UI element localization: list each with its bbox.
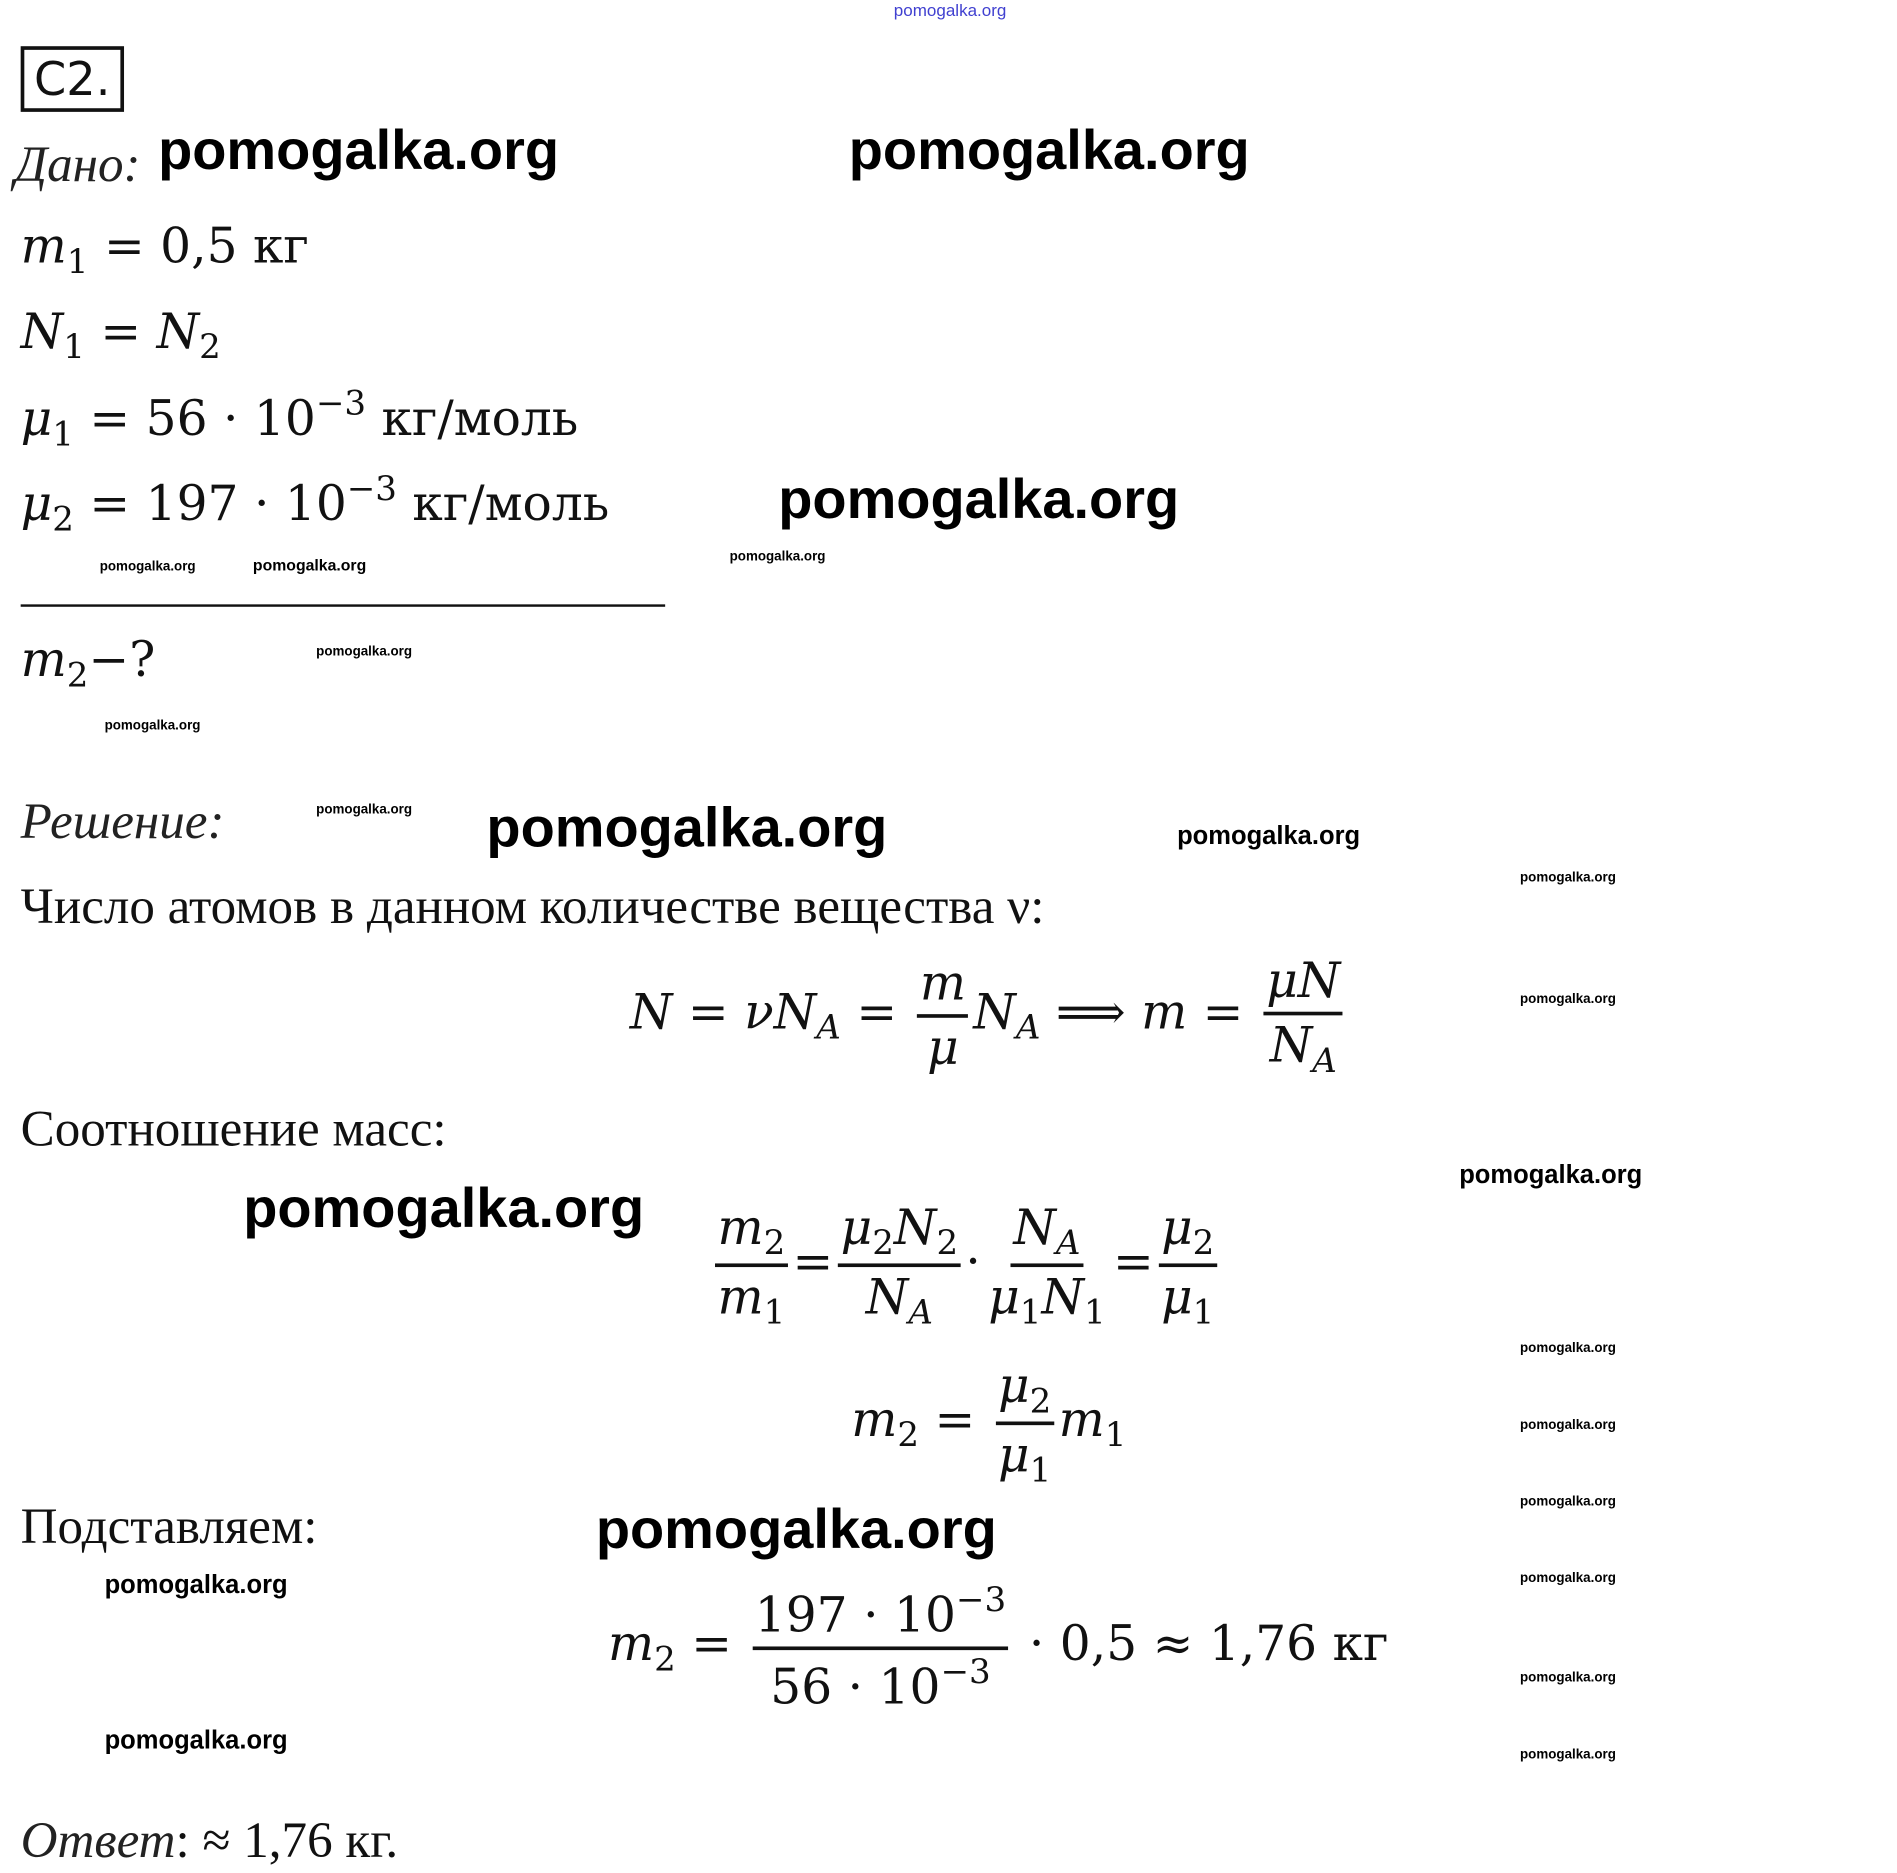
watermark: pomogalka.org [1520,1417,1616,1433]
watermark: pomogalka.org [1520,1571,1616,1586]
find-m2: $m_2-$? [20,632,156,695]
given-n: $N_1 = N_2$ [20,304,221,367]
watermark: pomogalka.org [1520,1494,1616,1510]
watermark: pomogalka.org [316,644,413,660]
task-label: C2. [21,46,124,112]
watermark: pomogalka.org [486,795,888,859]
watermark-top: pomogalka.org [893,0,1007,20]
watermark: pomogalka.org [104,718,201,734]
equation-n: $N = \nu N_A$ = $\frac{m}{\mu}$ $N_A$ ⟹ m = $\frac{\mu N}{N_A}$ [630,951,1348,1082]
text-mass-ratio: Соотношение масс: [20,1101,447,1158]
given-mu2: $\mu_2 = 197 \cdot 10^{-3}$ кг/моль [20,468,610,539]
watermark: pomogalka.org [104,1571,288,1600]
watermark: pomogalka.org [778,466,1180,531]
equation-result: $m_2$ = $\frac{197 \cdot 10^{-3}}{56 \cdot 10^{-3}}$ · 0,5 ≈ 1,76 кг [608,1579,1389,1716]
watermark: pomogalka.org [848,117,1250,182]
watermark: pomogalka.org [1520,992,1616,1007]
watermark: pomogalka.org [316,802,413,818]
watermark: pomogalka.org [243,1175,645,1240]
equation-ratio: $\frac{m_2}{m_1}$ = $\frac{\mu_2N_2}{N_A}$ · $\frac{N_A}{\mu_1N_1}$ = $\frac{\mu_2}{\mu_1}$ [710,1198,1222,1334]
text-atoms: Число атомов в данном количестве вещества ν: [20,879,1045,936]
given-m1: $m_1 = 0,5$ кг [20,218,309,282]
given-label: Дано: [14,137,141,194]
equation-m2: $m_2$ = $\frac{\mu_2}{\mu_1}$ $m_1$ [851,1356,1126,1492]
watermark: pomogalka.org [104,1726,288,1755]
answer: Ответ: ≈ 1,76 кг. [20,1813,399,1869]
watermark: pomogalka.org [729,549,826,565]
watermark: pomogalka.org [158,117,560,182]
watermark: pomogalka.org [1520,870,1616,886]
watermark: pomogalka.org [1177,822,1361,850]
given-mu1: $\mu_1 = 56 \cdot 10^{-3}$ кг/моль [20,383,579,454]
watermark: pomogalka.org [1459,1161,1643,1190]
solution-label: Решение: [20,794,225,850]
watermark: pomogalka.org [595,1496,997,1561]
watermark: pomogalka.org [1520,1670,1616,1686]
watermark: pomogalka.org [1520,1747,1616,1762]
watermark: pomogalka.org [99,559,196,574]
text-substitute: Подставляем: [20,1499,318,1556]
given-divider [21,604,665,606]
watermark: pomogalka.org [252,555,367,574]
watermark: pomogalka.org [1520,1341,1616,1356]
